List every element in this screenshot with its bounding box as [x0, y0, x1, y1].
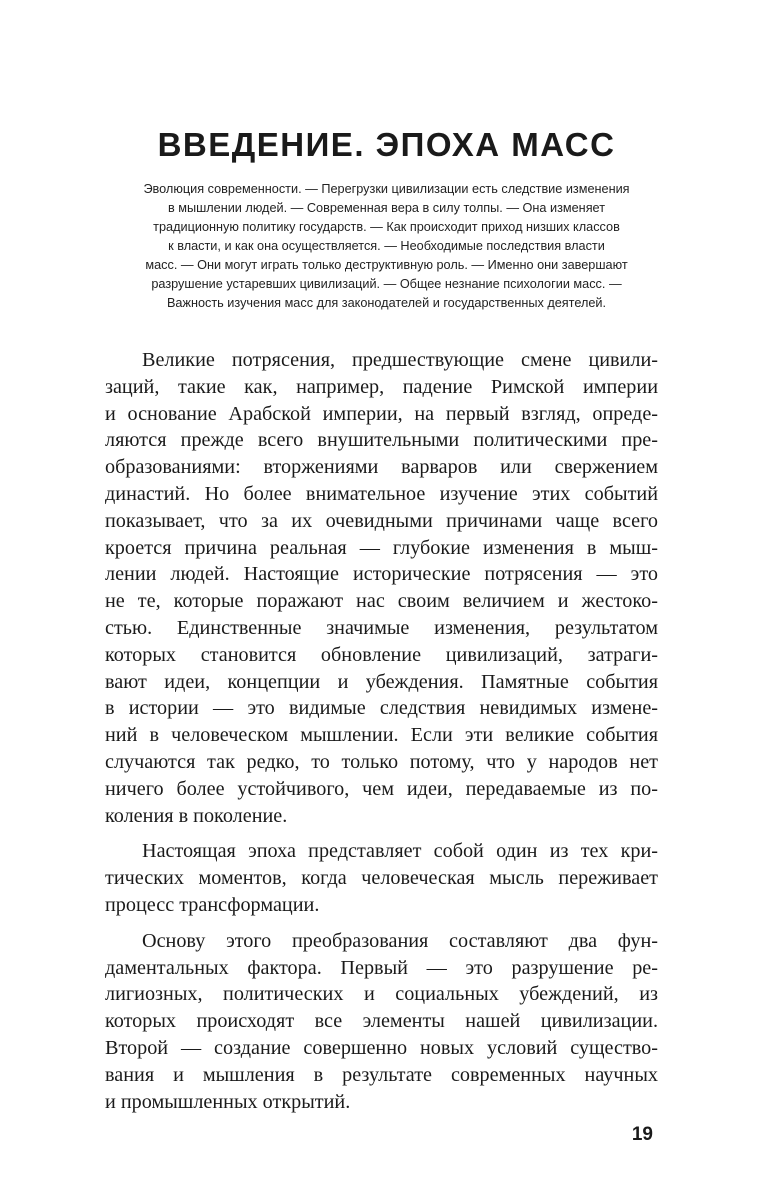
text-line: даментальных фактора. Первый — это разрушение ре- — [105, 956, 658, 979]
paragraph — [105, 347, 658, 829]
text-line: ничего более устойчивого, чем идеи, передаваемые из по- — [105, 777, 658, 800]
text-line: и промышленных открытий. — [105, 1090, 351, 1113]
text-line: ний в человеческом мышлении. Если эти великие события — [105, 724, 658, 747]
chapter-title: ВВЕДЕНИЕ. ЭПОХА МАСС — [157, 126, 616, 163]
text-line: и основание Арабской империи, на первый взгляд, опреде- — [105, 402, 658, 425]
synopsis-line: разрушение устаревших цивилизаций. — Общее незнание психологии масс. — — [151, 277, 622, 291]
text-line: лении людей. Настоящие исторические потрясения — это — [105, 563, 658, 586]
text-line: династий. Но более внимательное изучение этих событий — [105, 482, 658, 505]
synopsis-line: в мышлении людей. — Современная вера в силу толпы. — Она изменяет — [167, 201, 606, 215]
paragraph — [105, 838, 658, 918]
text-line: вают идеи, концепции и убеждения. Памятные события — [105, 670, 658, 693]
text-line: в истории — это видимые следствия невидимых измене- — [105, 697, 658, 720]
text-line: заций, такие как, например, падение Римской империи — [105, 375, 658, 398]
chapter-synopsis — [120, 180, 653, 313]
text-line: ляются прежде всего внушительными политическими пре- — [105, 429, 658, 452]
body-text — [105, 347, 658, 1115]
text-line: тических моментов, когда человеческая мысль переживает — [105, 867, 658, 890]
text-line: вания и мышления в результате современных научных — [105, 1063, 658, 1086]
paragraph — [105, 928, 658, 1116]
text-line: которых происходят все элементы нашей цивилизации. — [105, 1010, 658, 1033]
synopsis-line: традиционную политику государств. — Как происходит приход низших классов — [153, 220, 620, 234]
text-line: лигиозных, политических и социальных убеждений, из — [105, 983, 658, 1006]
page-number: 19 — [631, 1124, 653, 1145]
text-line: процесс трансформации. — [105, 893, 320, 916]
synopsis-line: Важность изучения масс для законодателей и государственных деятелей. — [166, 296, 607, 310]
text-line: которых становится обновление цивилизаций, затраги- — [105, 643, 658, 666]
text-line: случаются так редко, то только потому, что у народов нет — [105, 750, 658, 773]
text-line: коления в поколение. — [105, 804, 288, 827]
text-line: образованиями: вторжениями варваров или свержением — [105, 456, 658, 479]
text-line: Второй — создание совершенно новых условий существо- — [105, 1036, 658, 1059]
text-line: не те, которые поражают нас своим величием и жестоко- — [105, 590, 658, 613]
text-line: Основу этого преобразования составляют два фун- — [142, 929, 658, 952]
text-line: Настоящая эпоха представляет собой один из тех кри- — [142, 840, 658, 863]
synopsis-line: к власти, и как она осуществляется. — Необходимые последствия власти — [168, 239, 605, 253]
text-line: Великие потрясения, предшествующие смене цивили- — [142, 349, 658, 371]
text-line: стью. Единственные значимые изменения, результатом — [105, 616, 658, 639]
text-line: кроется причина реальная — глубокие изменения в мыш- — [105, 536, 658, 559]
text-line: показывает, что за их очевидными причинами чаще всего — [105, 509, 658, 532]
synopsis-line: Эволюция современности. — Перегрузки цивилизации есть следствие изменения — [143, 182, 630, 196]
synopsis-line: масс. — Они могут играть только деструктивную роль. — Именно они завершают — [145, 258, 628, 272]
